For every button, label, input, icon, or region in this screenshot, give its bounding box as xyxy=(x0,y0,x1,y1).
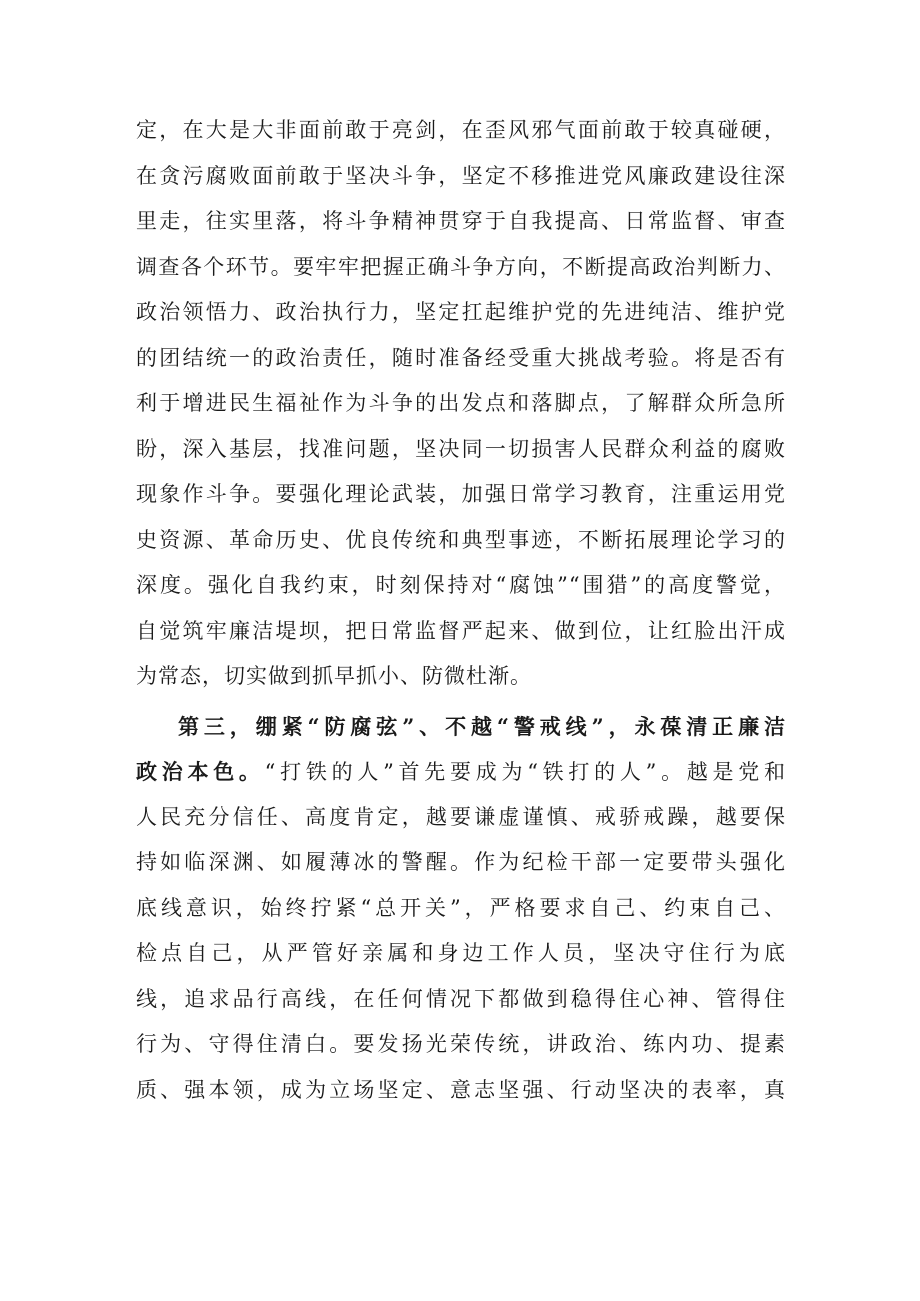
text-line: 深度。强化自我约束，时刻保持对“腐蚀”“围猎”的高度警觉， xyxy=(136,573,786,597)
text-line: 在贪污腐败面前敢于坚决斗争，坚定不移推进党风廉政建设往深 xyxy=(136,163,786,188)
text-line: 为常态，切实做到抓早抓小、防微杜渐。 xyxy=(136,664,532,688)
text-line: 政治领悟力、政治执行力，坚定扛起维护党的先进纯洁、维护党 xyxy=(136,300,786,324)
text-line: 底线意识，始终拧紧“总开关”，严格要求自己、约束自己、 xyxy=(136,895,786,920)
text-line: 质、强本领，成为立场坚定、意志坚强、行动坚决的表率，真 xyxy=(136,1077,786,1102)
text-line: 检点自己，从严管好亲属和身边工作人员，坚决守住行为底 xyxy=(136,941,786,965)
text-line: 行为、守得住清白。要发扬光荣传统，讲政治、练内功、提素 xyxy=(136,1032,786,1056)
text-line: 利于增进民生福祉作为斗争的出发点和落脚点，了解群众所急所 xyxy=(136,391,786,415)
text-line: 史资源、革命历史、优良传统和典型事迹，不断拓展理论学习的 xyxy=(136,527,786,552)
text-line: 盼，深入基层，找准问题，坚决同一切损害人民群众利益的腐败 xyxy=(136,436,786,461)
paragraph-2 xyxy=(136,704,786,1114)
text-line: 现象作斗争。要强化理论武装，加强日常学习教育，注重运用党 xyxy=(136,482,786,506)
text-line: 里走，往实里落，将斗争精神贯穿于自我提高、日常监督、审查 xyxy=(136,209,786,233)
text-line: 人民充分信任、高度肯定，越要谦虚谨慎、戒骄戒躁，越要保 xyxy=(136,804,786,829)
text-line: 持如临深渊、如履薄冰的警醒。作为纪检干部一定要带头强化 xyxy=(136,850,786,874)
text-line: 调查各个环节。要牢牢把握正确斗争方向，不断提高政治判断力、 xyxy=(136,254,786,279)
section-heading-end: 政治本色。 xyxy=(136,759,265,784)
text-line: 自觉筑牢廉洁堤坝，把日常监督严起来、做到位，让红脸出汗成 xyxy=(136,618,786,643)
document-body xyxy=(136,108,786,1113)
paragraph-1 xyxy=(136,108,786,700)
section-heading: 第三，绷紧“防腐弦”、不越“警戒线”，永葆清正廉洁 xyxy=(178,713,786,739)
text-line-rest: “打铁的人”首先要成为“铁打的人”。越是党和 xyxy=(264,760,786,784)
text-line: 线，追求品行高线，在任何情况下都做到稳得住心神、管得住 xyxy=(136,986,786,1011)
text-line xyxy=(136,749,786,795)
text-line: 定，在大是大非面前敢于亮剑，在歪风邪气面前敢于较真碰硬， xyxy=(136,118,786,142)
text-line: 的团结统一的政治责任，随时准备经受重大挑战考验。将是否有 xyxy=(136,345,786,370)
